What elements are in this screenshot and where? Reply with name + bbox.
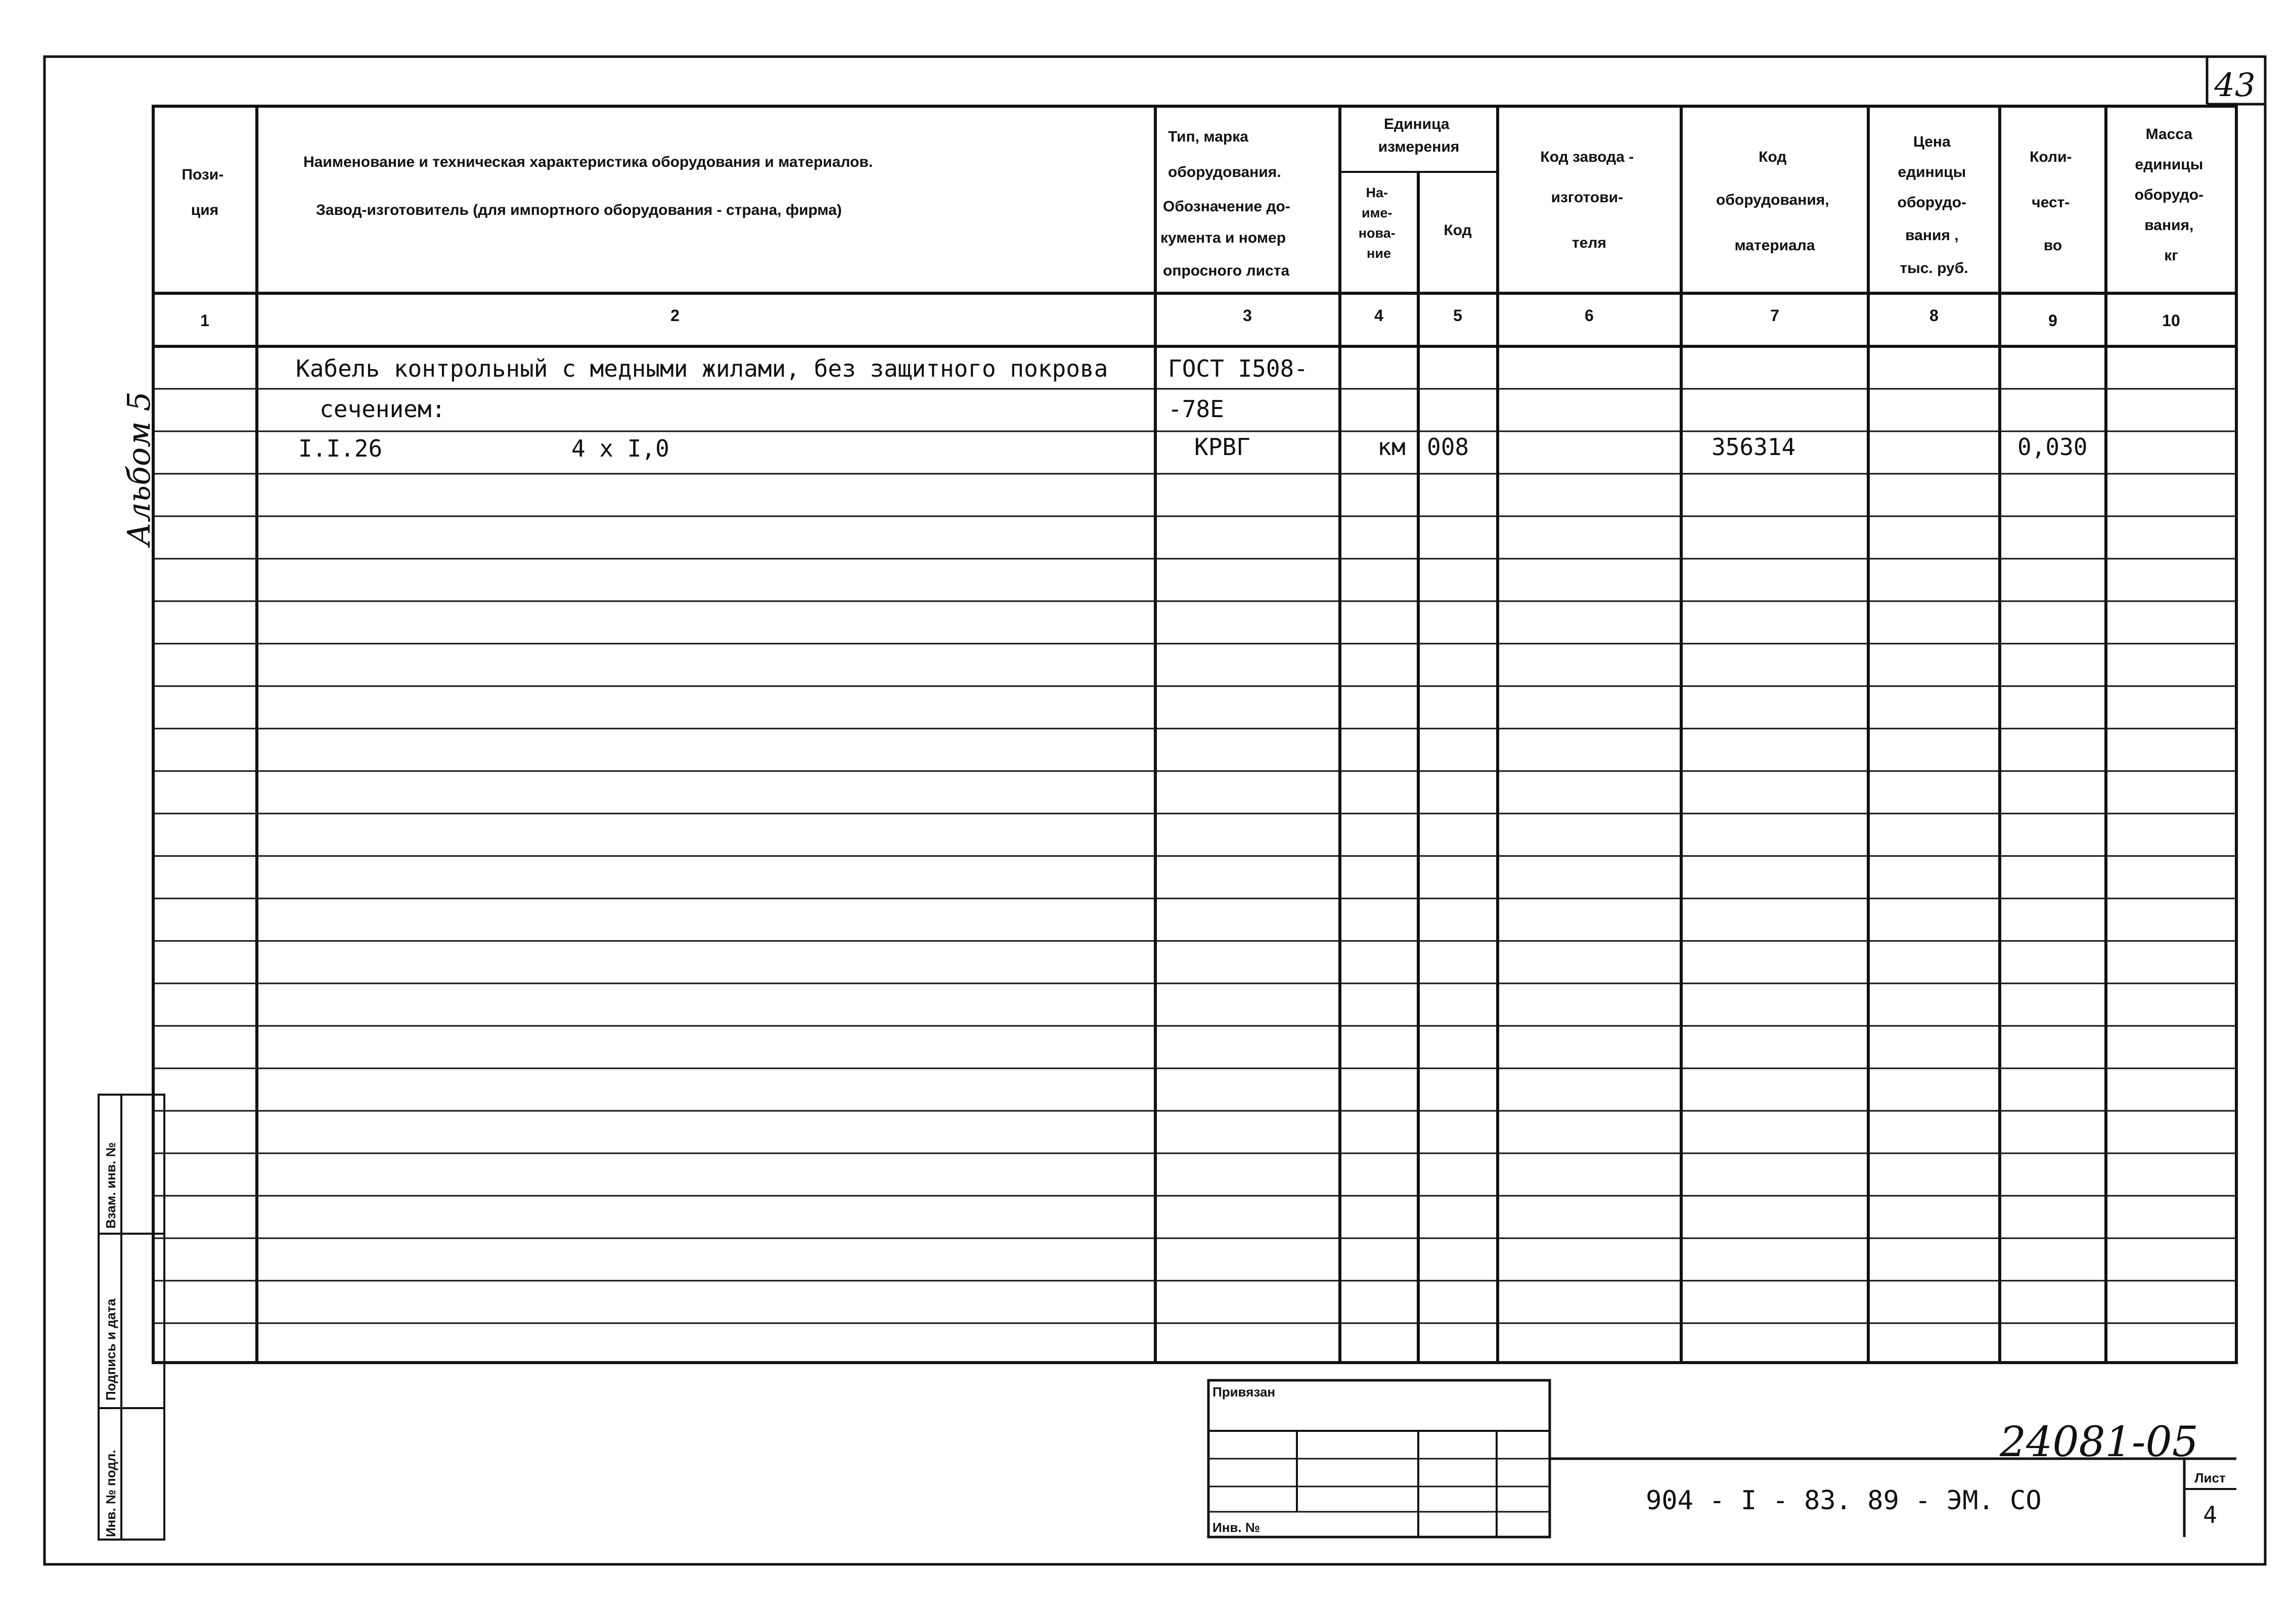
column-number: 10 <box>2162 311 2180 330</box>
table-row <box>320 395 1224 423</box>
header-col6: Код завода - изготови- теля <box>1540 149 1634 251</box>
item-name: Кабель контрольный с медными жилами, без защитного покрова <box>296 355 1108 382</box>
title-privyazan: Привязан <box>1212 1384 1276 1400</box>
item-doc: -78E <box>1168 395 1224 423</box>
column-number: 8 <box>1929 306 1939 325</box>
title-inv-no: Инв. № <box>1212 1520 1260 1535</box>
table-row <box>298 433 2087 462</box>
side-stamp-inv: Инв. № подл. <box>103 1450 118 1537</box>
column-number: 5 <box>1453 306 1462 325</box>
header-col9: Коли- чест- во <box>2030 149 2072 254</box>
column-number: 7 <box>1770 306 1779 325</box>
sheet-number: 4 <box>2203 1501 2217 1528</box>
item-name: сечением: <box>320 395 446 423</box>
sheet-label: Лист <box>2194 1470 2226 1485</box>
column-number: 2 <box>670 306 680 325</box>
header-col4: На- име- нова- ние <box>1358 185 1396 261</box>
item-unit-name: км <box>1377 433 1406 461</box>
column-number: 4 <box>1374 306 1383 325</box>
header-unit-group: Единица измерения <box>1378 116 1460 155</box>
header-col1: Пози- ция <box>182 166 224 218</box>
item-type: КРВГ <box>1194 433 1250 461</box>
handwritten-document-number: 24081-05 <box>2000 1418 2198 1466</box>
column-number: 1 <box>200 311 209 330</box>
column-number: 3 <box>1243 306 1252 325</box>
item-material-code: 356314 <box>1712 433 1796 461</box>
item-doc: ГОСТ I508- <box>1168 355 1308 382</box>
table-grid <box>153 106 2236 1363</box>
header-col8: Цена единицы оборудо- вания , тыс. руб. <box>1897 133 1968 277</box>
column-number: 6 <box>1585 306 1594 325</box>
header-col5: Код <box>1444 222 1472 239</box>
item-quantity: 0,030 <box>2017 433 2088 461</box>
header-col10: Масса единицы оборудо- вания, кг <box>2134 126 2204 264</box>
column-numbers <box>200 306 2180 330</box>
header-col7: Код оборудования, материала <box>1716 149 1829 254</box>
header-col3: Тип, марка оборудования. Обозначение до- кумента и номер опросного листа <box>1160 128 1290 279</box>
album-label: Альбом 5 <box>120 391 157 546</box>
side-stamp-vzam: Взам. инв. № <box>103 1142 118 1229</box>
document-designation: 904 - I - 83. 89 - ЭМ. СО <box>1646 1485 2042 1516</box>
item-position-code: I.I.26 <box>298 435 383 462</box>
page-number: 43 <box>2214 67 2256 104</box>
table-header <box>182 116 2208 279</box>
side-stamp-podpis: Подпись и дата <box>103 1298 118 1401</box>
header-col2: Наименование и техническая характеристика оборудования и материалов. Завод-изготовитель (для импортного оборудования - страна, фирма) <box>303 154 873 218</box>
item-unit-code: 008 <box>1427 433 1469 461</box>
column-number: 9 <box>2048 311 2057 330</box>
item-section: 4 x I,0 <box>571 435 669 462</box>
